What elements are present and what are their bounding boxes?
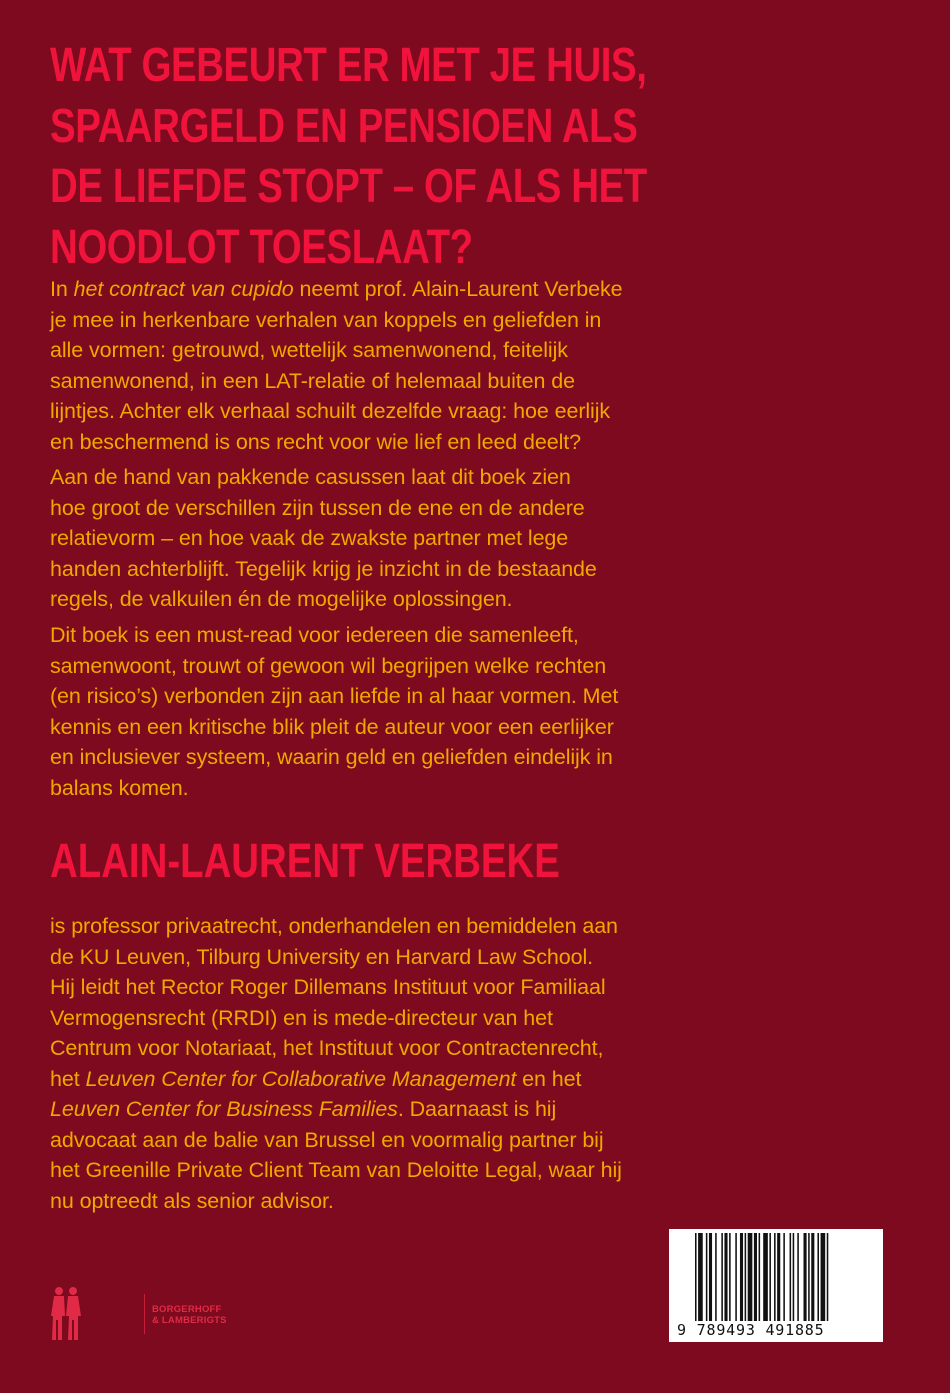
barcode-bar [748, 1233, 753, 1321]
barcode-bar [769, 1233, 771, 1321]
two-figures-logo-icon [46, 1286, 86, 1342]
bio-line: is professor privaatrecht, onderhandelen en bemiddelen aan [50, 914, 618, 938]
barcode-bar [821, 1233, 826, 1321]
bio-line: de KU Leuven, Tilburg University en Harvard Law School. [50, 944, 594, 969]
headline-line: DE LIEFDE STOPT – OF ALS HET [50, 160, 647, 213]
bio-line: Centrum voor Notariaat, het Instituut voor Contractenrecht, [50, 1036, 604, 1060]
headline-line: SPAARGELD EN PENSIOEN ALS [50, 99, 638, 153]
blurb-line: relatievorm – en hoe vaak de zwakste partner met lege [50, 526, 569, 550]
book-title: het contract van cupido [73, 277, 294, 301]
barcode-bar [763, 1233, 768, 1321]
institute-name: Leuven Center for Collaborative Management [85, 1066, 517, 1091]
barcode-bar [721, 1233, 723, 1321]
barcode-bar [706, 1233, 708, 1321]
blurb-paragraph-3 [50, 620, 710, 803]
blurb-paragraph-1 [50, 274, 710, 457]
text: en het [516, 1066, 582, 1091]
text: het [50, 1066, 86, 1091]
blurb-line [50, 274, 710, 305]
isbn-number: 9 789493 491885 [677, 1321, 825, 1339]
author-name: ALAIN-LAURENT VERBEKE [50, 835, 560, 888]
barcode-bar [797, 1233, 799, 1321]
blurb-line: alle vormen: getrouwd, wettelijk samenwonend, feitelijk [50, 338, 568, 362]
blurb-line: samenwonend, in een LAT-relatie of helemaal buiten de [50, 368, 575, 393]
text: neemt prof. Alain-Laurent Verbeke [293, 277, 623, 301]
barcode-bar [740, 1233, 743, 1321]
publisher-name [152, 1304, 227, 1326]
barcode-bar [695, 1233, 697, 1321]
headline-line: WAT GEBEURT ER MET JE HUIS, [50, 39, 647, 92]
blurb-line: je mee in herkenbare verhalen van koppels en geliefden in [50, 307, 602, 332]
blurb-line: (en risico’s) verbonden zijn aan liefde in al haar vormen. Met [50, 684, 619, 708]
barcode-bar [808, 1233, 810, 1321]
bio-line [50, 1064, 710, 1095]
blurb-line: handen achterblijft. Tegelijk krijg je inzicht in de bestaande [50, 556, 597, 581]
publisher-divider [144, 1294, 145, 1334]
blurb-line: lijntjes. Achter elk verhaal schuilt dezelfde vraag: hoe eerlijk [50, 399, 611, 423]
barcode-bar [729, 1233, 731, 1321]
author-bio [50, 911, 710, 1216]
barcode-bar [790, 1233, 792, 1321]
blurb-line: Aan de hand van pakkende casussen laat dit boek zien [50, 465, 571, 489]
barcode [669, 1229, 883, 1342]
publisher-logo [46, 1286, 246, 1342]
blurb-line: samenwoont, trouwt of gewoon wil begrijpen welke rechten [50, 653, 607, 678]
barcode-bars [695, 1233, 881, 1321]
text: . Daarnaast is hij [397, 1097, 557, 1121]
bio-line: nu optreedt als senior advisor. [50, 1188, 334, 1213]
publisher-line: BORGERHOFF [152, 1304, 222, 1315]
barcode-bar [777, 1233, 780, 1321]
barcode-bar [774, 1233, 776, 1321]
blurb-line: en inclusiever systeem, waarin geld en geliefden eindelijk in [50, 745, 613, 769]
institute-name: Leuven Center for Business Families [50, 1097, 398, 1121]
barcode-bar [735, 1233, 737, 1321]
barcode-bar [811, 1233, 814, 1321]
bio-line: Hij leidt het Rector Roger Dillemans Instituut voor Familiaal [50, 975, 606, 999]
text: In [50, 277, 74, 301]
headline-line: NOODLOT TOESLAAT? [50, 220, 473, 274]
bio-line [50, 1094, 710, 1125]
blurb-line: hoe groot de verschillen zijn tussen de ene en de andere [50, 495, 585, 520]
barcode-bar [754, 1233, 757, 1321]
blurb-line: en beschermend is ons recht voor wie lief en leed deelt? [50, 429, 582, 454]
publisher-line: & LAMBERIGTS [152, 1315, 227, 1326]
blurb-line: balans komen. [50, 775, 189, 800]
barcode-bar [817, 1233, 819, 1321]
blurb-paragraph-2 [50, 462, 710, 615]
barcode-bar [759, 1233, 761, 1321]
barcode-bar [783, 1233, 785, 1321]
headline [50, 36, 647, 278]
barcode-bar [709, 1233, 712, 1321]
barcode-bar [827, 1233, 829, 1321]
bio-line: Vermogensrecht (RRDI) en is mede-directeur van het [50, 1005, 553, 1030]
bio-line: het Greenille Private Client Team van Deloitte Legal, waar hij [50, 1158, 622, 1182]
barcode-bar [745, 1233, 747, 1321]
blurb-line: Dit boek is een must-read voor iedereen die samenleeft, [50, 623, 579, 647]
barcode-bar [793, 1233, 795, 1321]
barcode-bar [804, 1233, 807, 1321]
blurb-line: kennis en een kritische blik pleit de auteur voor een eerlijker [50, 714, 614, 739]
bio-line: advocaat aan de balie van Brussel en voormalig partner bij [50, 1127, 604, 1152]
barcode-bar [715, 1233, 717, 1321]
blurb-line: regels, de valkuilen én de mogelijke oplossingen. [50, 587, 513, 611]
barcode-bar [724, 1233, 727, 1321]
barcode-bar [698, 1233, 703, 1321]
